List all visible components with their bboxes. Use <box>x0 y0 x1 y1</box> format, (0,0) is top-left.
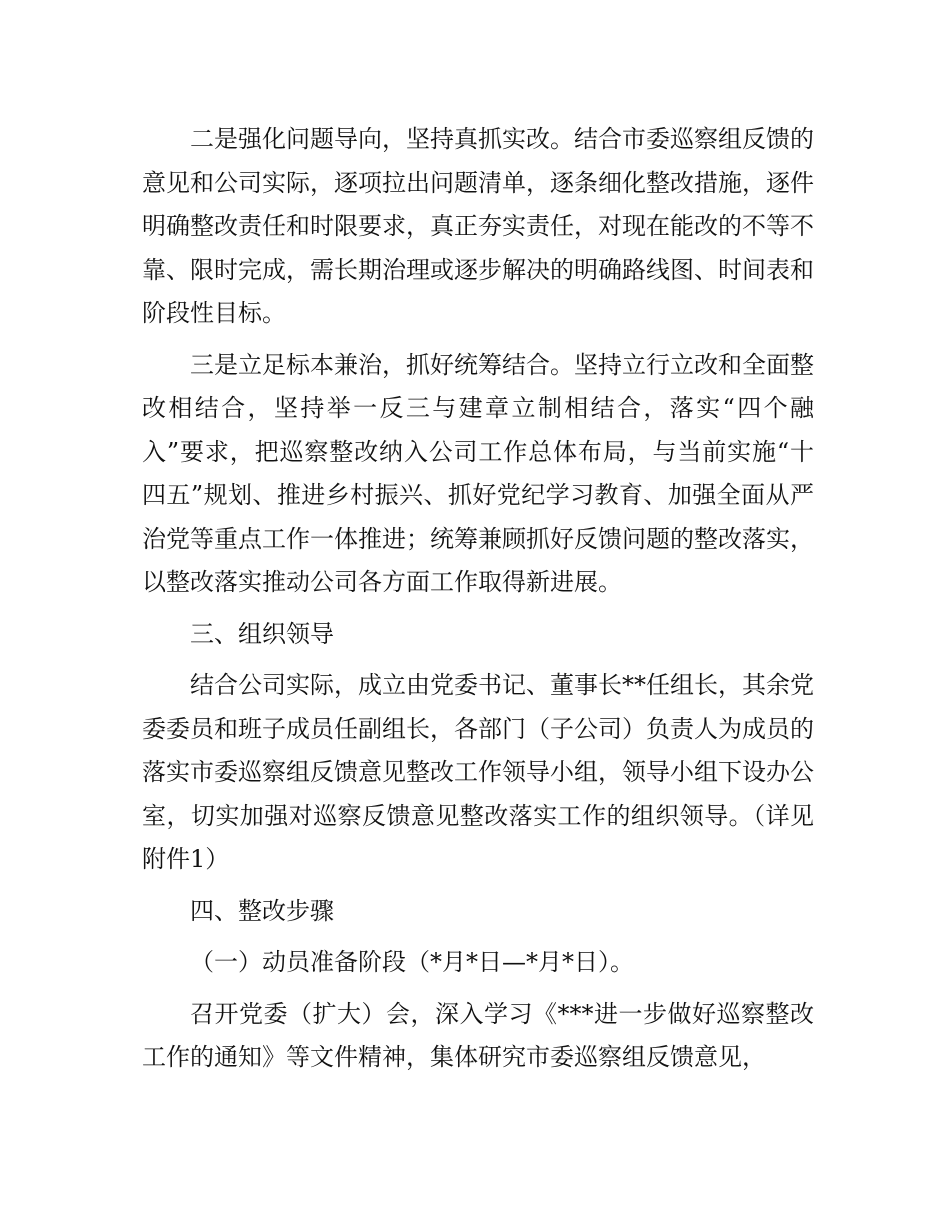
paragraph-leadership-group: 结合公司实际，成立由党委书记、董事长**任组长，其余党委委员和班子成员任副组长，各部门（子公司）负责人为成员的落实市委巡察组反馈意见整改工作领导小组，领导小组下设办公室，切实加强对巡察反馈意见整改落实工作的组织领导。（详见附件1） <box>142 671 814 873</box>
heading-organization-leadership: 三、组织领导 <box>190 619 334 648</box>
subheading-mobilization-stage: （一）动员准备阶段（*月*日—*月*日）。 <box>190 948 634 976</box>
paragraph-root-cause: 三是立足标本兼治，抓好统筹结合。坚持立行立改和全面整改相结合，坚持举一反三与建章立制相结合，落实“四个融入”要求，把巡察整改纳入公司工作总体布局，与当前实施“十四五”规划、推进乡村振兴、抓好党纪学习教育、加强全面从严治党等重点工作一体推进；统筹兼顾抓好反馈问题的整改落实，以整改落实推动公司各方面工作取得新进展。 <box>142 350 814 596</box>
document-body <box>142 118 814 1080</box>
paragraph-problem-orientation: 二是强化问题导向，坚持真抓实改。结合市委巡察组反馈的意见和公司实际，逐项拉出问题清单，逐条细化整改措施，逐件明确整改责任和时限要求，真正夯实责任，对现在能改的不等不靠、限时完成，需长期治理或逐步解决的明确路线图、时间表和阶段性目标。 <box>142 125 814 327</box>
heading-rectification-steps: 四、整改步骤 <box>190 896 334 925</box>
paragraph-party-meeting: 召开党委（扩大）会，深入学习《***进一步做好巡察整改工作的通知》等文件精神，集体研究市委巡察组反馈意见， <box>142 999 814 1071</box>
